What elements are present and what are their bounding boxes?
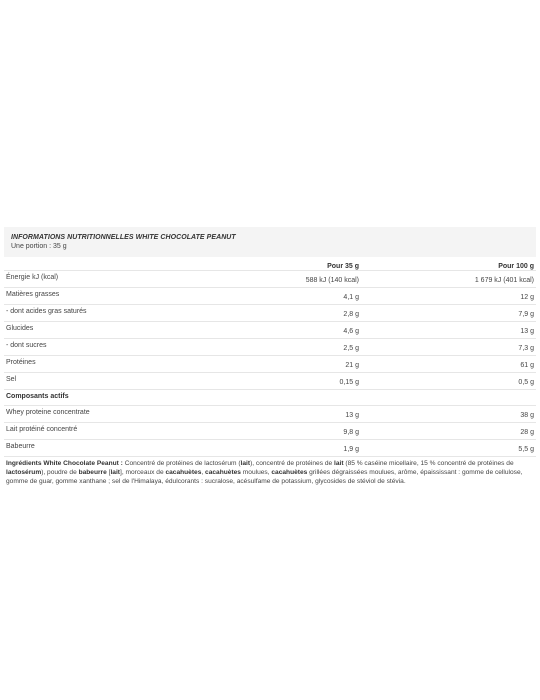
ingredients-segment: ], morceaux de — [120, 469, 166, 476]
row-label: Lait protéiné concentré — [4, 423, 185, 440]
row-value-100g: 28 g — [361, 423, 536, 440]
ingredients-segment: ), concentré de protéines de — [250, 460, 335, 467]
row-label: Whey proteine concentrate — [4, 406, 185, 423]
table-header-empty — [4, 259, 185, 271]
nutrition-title: INFORMATIONS NUTRITIONNELLES WHITE CHOCOLATE PEANUT — [11, 234, 236, 241]
allergen-highlight: lait — [110, 469, 120, 476]
row-value-portion: 13 g — [185, 406, 361, 423]
nutrition-panel — [4, 227, 536, 486]
table-row — [4, 373, 536, 390]
table-row — [4, 406, 536, 423]
table-row — [4, 288, 536, 305]
row-value-portion: 4,1 g — [185, 288, 361, 305]
allergen-highlight: lait — [334, 460, 344, 467]
ingredients-segment: , — [201, 469, 206, 476]
ingredients-segment: moulues, — [240, 469, 272, 476]
row-label: Protéines — [4, 356, 185, 373]
row-value-portion: 0,15 g — [185, 373, 361, 390]
row-value-100g: 38 g — [361, 406, 536, 423]
nutrition-table — [4, 259, 536, 457]
row-label: Matières grasses — [4, 288, 185, 305]
row-value-portion: 2,8 g — [185, 305, 361, 322]
row-value-portion: 4,6 g — [185, 322, 361, 339]
row-value-portion: 1,9 g — [185, 440, 361, 457]
row-value-100g: 13 g — [361, 322, 536, 339]
column-header-100g: Pour 100 g — [361, 259, 536, 271]
allergen-highlight: cacahuètes — [205, 469, 241, 476]
ingredients-heading: Ingrédients White Chocolate Peanut : — [6, 460, 123, 467]
ingredients-segment: [ — [106, 469, 111, 476]
allergen-highlight: lactosérum — [6, 469, 42, 476]
table-row — [4, 322, 536, 339]
table-row — [4, 440, 536, 457]
row-value-100g: 61 g — [361, 356, 536, 373]
row-label: Sel — [4, 373, 185, 390]
ingredients-text — [4, 457, 536, 486]
row-value-100g: 12 g — [361, 288, 536, 305]
table-row — [4, 305, 536, 322]
row-label: Babeurre — [4, 440, 185, 457]
allergen-highlight: cacahuètes — [271, 469, 308, 476]
allergen-highlight: cacahuètes — [165, 469, 202, 476]
ingredients-segment: Concentré de protéines de lactosérum ( — [122, 460, 241, 467]
row-value-100g: 0,5 g — [361, 373, 536, 390]
row-value-100g: 1 679 kJ (401 kcal) — [361, 271, 536, 288]
column-header-portion: Pour 35 g — [185, 259, 361, 271]
row-label: Glucides — [4, 322, 185, 339]
ingredients-segment: grillées dégraissées moulues, arôme, épaississant : gomme de cellulose, gomme de guar, gomme xanthane ; sel de l'Himalaya, édulcorants : sucralose, acésulfame de potassium, glycosides de stéviol de stévia. — [6, 469, 523, 485]
row-label: - dont acides gras saturés — [4, 305, 185, 322]
row-value-100g: 5,5 g — [361, 440, 536, 457]
table-row — [4, 339, 536, 356]
row-value-portion: 2,5 g — [185, 339, 361, 356]
row-value-portion: 21 g — [185, 356, 361, 373]
row-value-100g: 7,3 g — [361, 339, 536, 356]
ingredients-segment: (85 % caséine micellaire, 15 % concentré de protéines de — [343, 460, 514, 467]
table-row — [4, 271, 536, 288]
table-header-row — [4, 259, 536, 271]
row-value-portion: 588 kJ (140 kcal) — [185, 271, 361, 288]
section-heading: Composants actifs — [4, 390, 536, 406]
section-row — [4, 390, 536, 406]
row-value-100g: 7,9 g — [361, 305, 536, 322]
table-row — [4, 423, 536, 440]
allergen-highlight: babeurre — [78, 469, 107, 476]
row-label: Énergie kJ (kcal) — [4, 271, 185, 288]
row-value-portion: 9,8 g — [185, 423, 361, 440]
ingredients-segment: ), poudre de — [41, 469, 79, 476]
portion-size: Une portion : 35 g — [11, 243, 67, 250]
row-label: - dont sucres — [4, 339, 185, 356]
allergen-highlight: lait — [240, 460, 251, 467]
nutrition-header — [4, 227, 536, 257]
table-row — [4, 356, 536, 373]
